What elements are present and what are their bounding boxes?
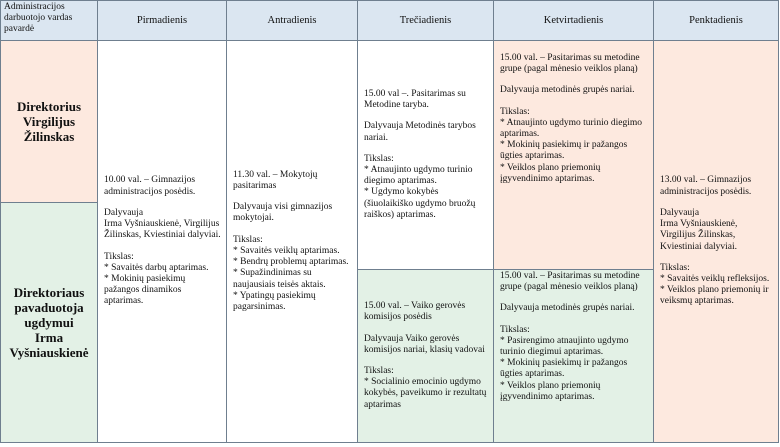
- friday-cell: [654, 41, 779, 443]
- header-friday: Penktadienis: [654, 0, 779, 41]
- monday-time: 10.00 val. – Gimnazijos administracijos posėdis.: [104, 175, 196, 197]
- director-name-cell: [0, 41, 98, 203]
- wednesday-director-time: 15.00 val –. Pasitarimas su Metodine taryba.: [364, 88, 466, 111]
- wednesday-deputy-goals: Tikslas: * Socialinio emocinio ugdymo kokybės, paveikumo ir rezultatų aptarimas: [364, 366, 487, 410]
- wednesday-director-cell: [358, 41, 494, 270]
- tuesday-participants: Dalyvauja visi gimnazijos mokytojai.: [233, 202, 333, 224]
- thursday-deputy-goals: Tikslas: * Pasirengimo atnaujinto ugdymo turinio diegimui aptarimas. * Mokinių pasiekimų ir pažangos ūgties aptarimas. * Veiklos plano priemonių įgyvendinimo aptarimas.: [500, 324, 629, 402]
- tuesday-cell: [227, 41, 358, 443]
- wednesday-deputy-time: 15.00 val. – Vaiko gerovės komisijos posėdis: [364, 301, 466, 323]
- thursday-director-goals: Tikslas: * Atnaujinto ugdymo turinio diegimo aptarimas. * Mokinių pasiekimų ir pažangos ūgties aptarimas. * Veiklos plano priemonių įgyvendinimo aptarimas.: [500, 106, 642, 184]
- deputy-name-cell: [0, 203, 98, 443]
- friday-goals: Tikslas: * Savaitės veiklų refleksijos. * Veiklos plano priemonių ir veiksmų aptarimas.: [660, 262, 770, 307]
- director-name: Direktorius Virgilijus Žilinskas: [16, 99, 82, 144]
- thursday-deputy-time: 15.00 val. – Pasitarimas su metodine grupe (pagal mėnesio veiklos planą): [500, 271, 640, 293]
- header-wednesday: Trečiadienis: [358, 0, 494, 41]
- wednesday-director-goals: Tikslas: * Atnaujinto ugdymo turinio diegimo aptarimas. * Ugdymo kokybės (šiuolaikiško ugdymo bruožų raiškos) aptarimas.: [364, 153, 476, 220]
- thursday-deputy-participants: Dalyvauja metodinės grupės nariai.: [500, 303, 635, 314]
- tuesday-goals: Tikslas: * Savaitės veiklų aptarimas. * Bendrų problemų aptarimas. * Supažindinimas su naujausiais teisės aktais. * Ypatingų pasiekimų pagarsinimas.: [233, 234, 349, 312]
- thursday-deputy-cell: [494, 270, 654, 443]
- friday-participants: Dalyvauja Irma Vyšniauskienė, Virgilijus Žilinskas, Kviestiniai dalyviai.: [660, 207, 738, 252]
- monday-participants: Dalyvauja Irma Vyšniauskienė, Virgilijus Žilinskas, Kviestiniai dalyviai.: [104, 207, 221, 241]
- friday-time: 13.00 val. – Gimnazijos administracijos posėdis.: [660, 175, 752, 197]
- monday-goals: Tikslas: * Savaitės darbų aptarimas. * Mokinių pasiekimų pažangos dinamikos aptarimas.: [104, 251, 209, 307]
- wednesday-deputy-participants: Dalyvauja Vaiko gerovės komisijos nariai, klasių vadovai: [364, 333, 485, 355]
- thursday-director-cell: [494, 41, 654, 270]
- thursday-director-time: 15.00 val. – Pasitarimas su metodine grupe (pagal mėnesio veiklos planą): [500, 53, 640, 75]
- monday-cell: [98, 41, 227, 443]
- wednesday-deputy-cell: [358, 270, 494, 443]
- tuesday-time: 11.30 val. – Mokytojų pasitarimas: [233, 169, 318, 192]
- deputy-name: Direktoriaus pavaduotoja ugdymui Irma Vyšniauskienė: [9, 285, 89, 360]
- wednesday-director-participants: Dalyvauja Metodinės tarybos nariai.: [364, 121, 476, 143]
- thursday-director-participants: Dalyvauja metodinės grupės nariai.: [500, 85, 635, 96]
- header-tuesday: Antradienis: [227, 0, 358, 41]
- header-monday: Pirmadienis: [98, 0, 227, 41]
- header-admin-name: Administracijos darbuotojo vardas pavardė: [0, 0, 98, 41]
- header-thursday: Ketvirtadienis: [494, 0, 654, 41]
